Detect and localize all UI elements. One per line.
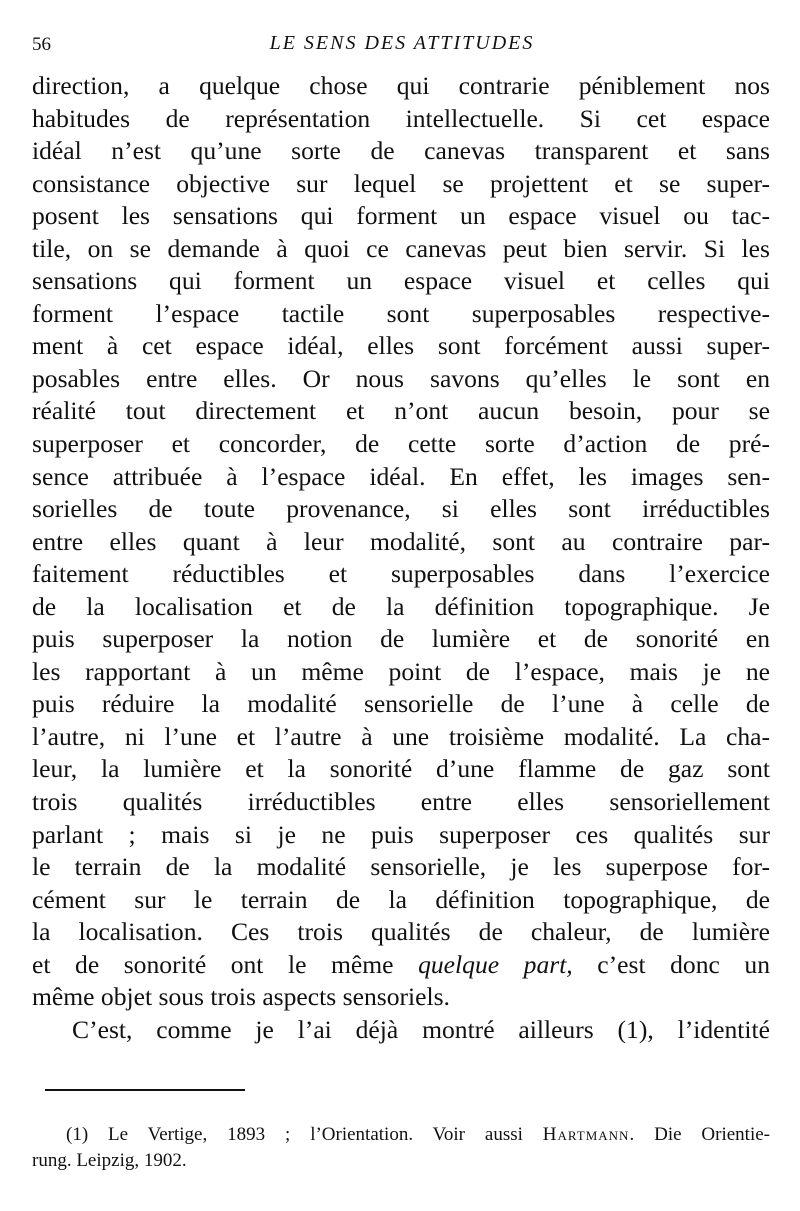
text-segment: c’est donc un (572, 949, 771, 979)
text-line: idéal n’est qu’une sorte de canevas transparent et sans (32, 136, 770, 166)
text-line: sensations qui forment un espace visuel et celles qui (32, 266, 770, 296)
text-line: puis superposer la notion de lumière et de sonorité en (32, 624, 770, 654)
text-line: puis réduire la modalité sensorielle de l’une à celle de (32, 689, 770, 719)
footnote-author: Hartmann (542, 1124, 630, 1145)
text-line: leur, la lumière et la sonorité d’une flamme de gaz sont (32, 754, 770, 784)
text-line: ment à cet espace idéal, elles sont forcément aussi super- (32, 331, 770, 361)
footnote-line (32, 1122, 770, 1148)
body-text (32, 70, 770, 1046)
text-line: habitudes de représentation intellectuelle. Si cet espace (32, 103, 770, 133)
text-line: forment l’espace tactile sont superposables respective- (32, 298, 770, 328)
footnote (32, 1122, 770, 1174)
footnote-line: rung. Leipzig, 1902. (32, 1150, 187, 1171)
footnote-text: . Die Orientie- (629, 1124, 770, 1145)
text-line: le terrain de la modalité sensorielle, je les superpose for- (32, 852, 770, 882)
text-line: réalité tout directement et n’ont aucun besoin, pour se (32, 396, 770, 426)
text-line: l’autre, ni l’une et l’autre à une troisième modalité. La cha- (32, 721, 770, 751)
text-line: cément sur le terrain de la définition topographique, de (32, 884, 770, 914)
text-line: entre elles quant à leur modalité, sont au contraire par- (32, 526, 770, 556)
text-line-with-emphasis (32, 949, 770, 982)
running-title: LE SENS DES ATTITUDES (269, 32, 535, 54)
text-line: sence attribuée à l’espace idéal. En effet, les images sen- (32, 461, 770, 491)
text-line: parlant ; mais si je ne puis superposer ces qualités sur (32, 819, 770, 849)
text-line: tile, on se demande à quoi ce canevas peut bien servir. Si les (32, 233, 770, 263)
text-segment: et de sonorité ont le même (32, 949, 419, 979)
footnote-separator (45, 1089, 245, 1091)
text-line: posent les sensations qui forment un espace visuel ou tac- (32, 201, 770, 231)
emphasized-phrase: quelque part, (418, 949, 573, 979)
text-line: les rapportant à un même point de l’espace, mais je ne (32, 656, 770, 686)
footnote-text: (1) Le Vertige, 1893 ; l’Orientation. Voir aussi (66, 1124, 543, 1145)
text-line: posables entre elles. Or nous savons qu’elles le sont en (32, 363, 770, 393)
text-line: sorielles de toute provenance, si elles sont irréductibles (32, 494, 770, 524)
paragraph-start-line: C’est, comme je l’ai déjà montré ailleurs (1), l’identité (72, 1014, 770, 1044)
paragraph-end-line: même objet sous trois aspects sensoriels. (32, 982, 450, 1012)
text-line: trois qualités irréductibles entre elles sensoriellement (32, 787, 770, 817)
text-line: consistance objective sur lequel se projettent et se super- (32, 168, 770, 198)
text-line: superposer et concorder, de cette sorte d’action de pré- (32, 429, 770, 459)
page-header (32, 32, 772, 58)
text-line: de la localisation et de la définition topographique. Je (32, 591, 770, 621)
page-number: 56 (32, 34, 51, 55)
text-line: direction, a quelque chose qui contrarie péniblement nos (32, 71, 770, 100)
text-line: faitement réductibles et superposables dans l’exercice (32, 559, 770, 589)
text-line: la localisation. Ces trois qualités de chaleur, de lumière (32, 917, 770, 947)
